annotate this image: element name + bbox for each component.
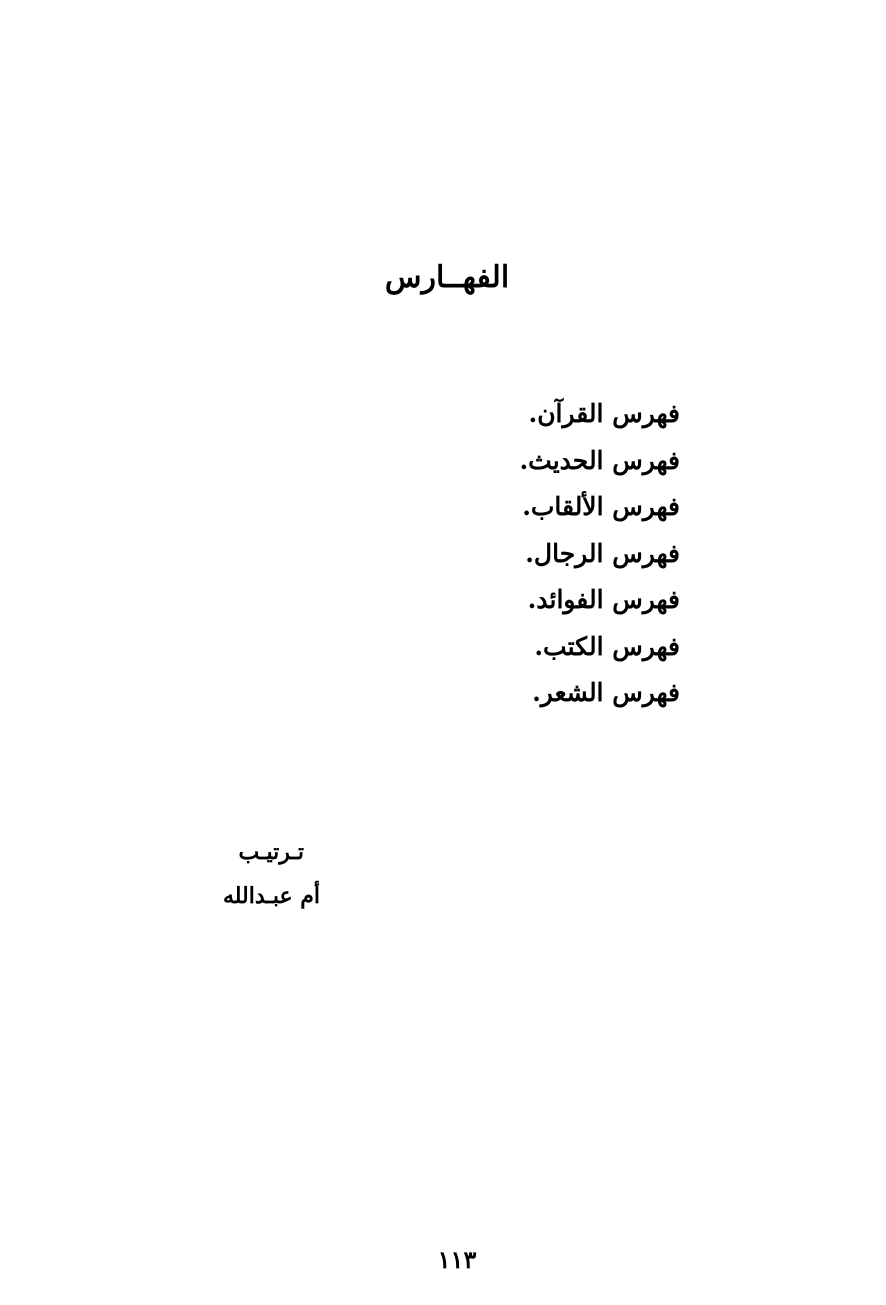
credit-label: تـرتيـب bbox=[238, 839, 304, 865]
index-item-titles: فهرس الألقاب. bbox=[522, 492, 680, 521]
index-item-books: فهرس الكتب. bbox=[534, 631, 680, 661]
index-item-hadith: فهرس الحديث. bbox=[519, 445, 680, 475]
index-list bbox=[420, 394, 680, 720]
page-number: ١١٣ bbox=[437, 1245, 477, 1274]
index-item-men: فهرس الرجال. bbox=[525, 538, 680, 568]
page-title: الفهــارس bbox=[384, 260, 510, 295]
index-item-poetry: فهرس الشعر. bbox=[532, 678, 680, 707]
index-item-benefits: فهرس الفوائد. bbox=[527, 585, 680, 614]
index-item-quran: فهرس القرآن. bbox=[528, 399, 680, 428]
credit-author-name: أم عبـدالله bbox=[222, 883, 320, 909]
